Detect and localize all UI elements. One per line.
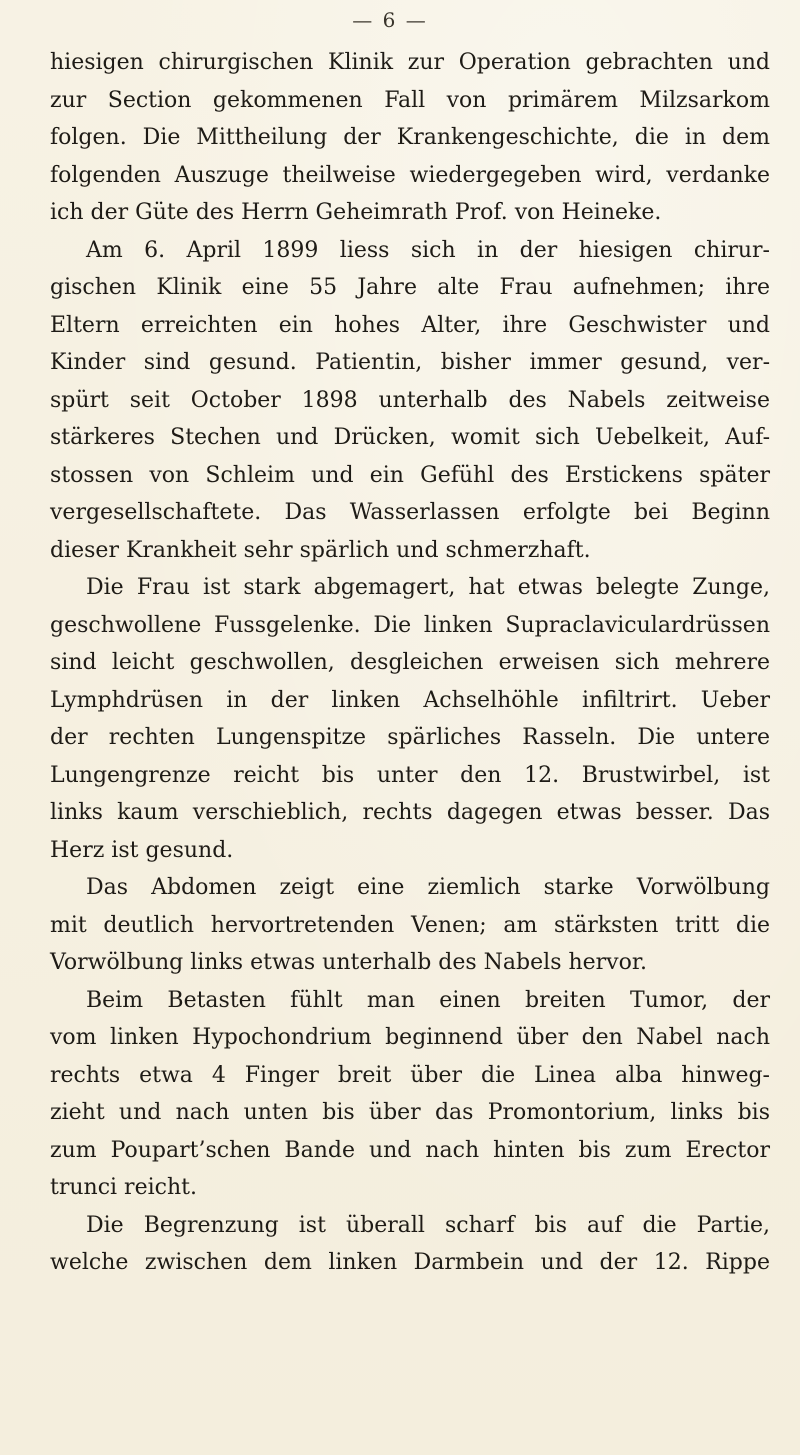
text-line: Lymphdrüsen in der linken Achselhöhle infiltrirt. Ueber bbox=[50, 687, 770, 713]
text-line: Die Frau ist stark abgemagert, hat etwas belegte Zunge, bbox=[86, 575, 770, 600]
text-line: Beim Betasten fühlt man einen breiten Tumor, der bbox=[86, 987, 770, 1013]
text-line: zum Poupart’schen Bande und nach hinten bis zum Erector bbox=[50, 1137, 770, 1163]
text-line: Die Begrenzung ist überall scharf bis auf die Partie, bbox=[86, 1212, 770, 1238]
text-line: Das Abdomen zeigt eine ziemlich starke Vorwölbung bbox=[86, 875, 770, 900]
text-line: Lungengrenze reicht bis unter den 12. Brustwirbel, ist bbox=[50, 762, 770, 788]
text-line: mit deutlich hervortretenden Venen; am stärksten tritt die bbox=[50, 912, 770, 938]
text-line: Eltern erreichten ein hohes Alter, ihre Geschwister und bbox=[50, 312, 770, 338]
text-line: welche zwischen dem linken Darmbein und der 12. Rippe bbox=[50, 1250, 770, 1275]
text-line: sind leicht geschwollen, desgleichen erweisen sich mehrere bbox=[50, 650, 770, 675]
text-line: rechts etwa 4 Finger breit über die Linea alba hinweg- bbox=[50, 1062, 770, 1088]
text-line: folgenden Auszuge theilweise wiedergegeben wird, verdanke bbox=[50, 162, 770, 188]
text-line: zur Section gekommenen Fall von primärem Milzsarkom bbox=[50, 87, 770, 113]
text-line: Vorwölbung links etwas unterhalb des Nabels hervor. bbox=[50, 950, 647, 975]
text-line: stärkeres Stechen und Drücken, womit sich Uebelkeit, Auf- bbox=[50, 425, 770, 450]
text-line: dieser Krankheit sehr spärlich und schmerzhaft. bbox=[50, 537, 591, 563]
text-line: Kinder sind gesund. Patientin, bisher immer gesund, ver- bbox=[50, 350, 770, 375]
text-line: stossen von Schleim und ein Gefühl des Erstickens später bbox=[50, 462, 770, 488]
text-line: folgen. Die Mittheilung der Krankengeschichte, die in dem bbox=[50, 125, 770, 150]
text-line: der rechten Lungenspitze spärliches Rasseln. Die untere bbox=[50, 725, 770, 750]
text-line: Herz ist gesund. bbox=[50, 837, 234, 863]
text-line: geschwollene Fussgelenke. Die linken Supraclaviculardrüssen bbox=[50, 612, 770, 638]
text-line: vom linken Hypochondrium beginnend über den Nabel nach bbox=[50, 1025, 770, 1050]
text-line: gischen Klinik eine 55 Jahre alte Frau aufnehmen; ihre bbox=[50, 275, 770, 300]
text-line: vergesellschaftete. Das Wasserlassen erfolgte bei Beginn bbox=[50, 500, 770, 525]
body-text bbox=[50, 44, 770, 1282]
text-line: hiesigen chirurgischen Klinik zur Operation gebrachten und bbox=[50, 50, 770, 75]
text-line: ich der Güte des Herrn Geheimrath Prof. von Heineke. bbox=[50, 200, 662, 225]
text-line: trunci reicht. bbox=[50, 1175, 197, 1200]
text-line: spürt seit October 1898 unterhalb des Nabels zeitweise bbox=[50, 387, 770, 413]
page-number: — 6 — bbox=[352, 8, 428, 32]
text-line: links kaum verschieblich, rechts dagegen etwas besser. Das bbox=[50, 800, 770, 825]
text-line: Am 6. April 1899 liess sich in der hiesigen chirur- bbox=[86, 237, 770, 263]
text-line: zieht und nach unten bis über das Promontorium, links bis bbox=[50, 1100, 770, 1125]
